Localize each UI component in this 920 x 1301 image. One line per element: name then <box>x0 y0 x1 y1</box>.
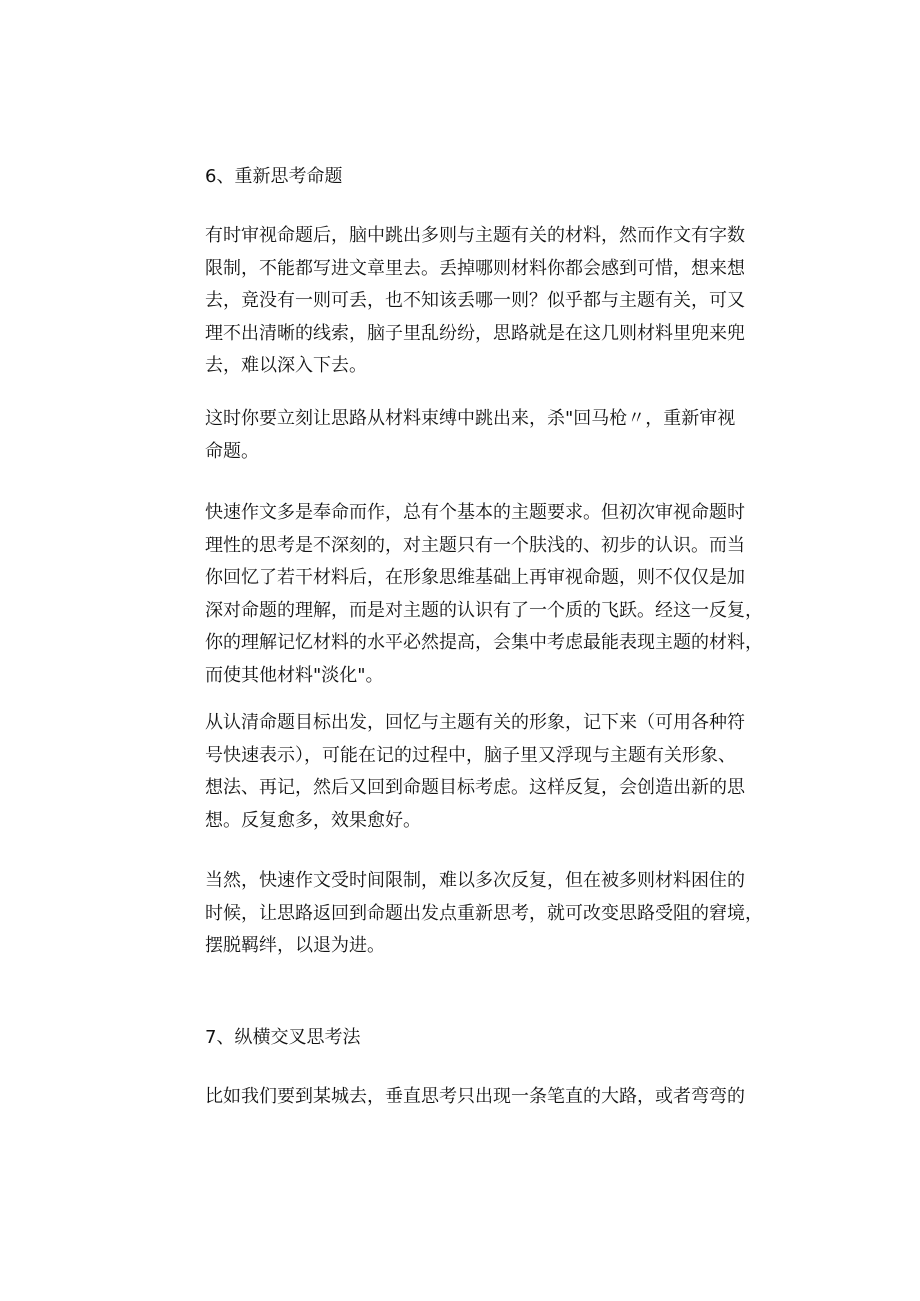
text-line: 快速作文多是奉命而作，总有个基本的主题要求。但初次审视命题时 <box>205 502 745 523</box>
text-line: 你的理解记忆材料的水平必然提高，会集中考虑最能表现主题的材料， <box>205 632 763 653</box>
text-line: 从认清命题目标出发，回忆与主题有关的形象，记下来（可用各种符 <box>205 712 745 733</box>
text-line: 你回忆了若干材料后，在形象思维基础上再审视命题，则不仅仅是加 <box>205 567 745 588</box>
text-line: 理不出清晰的线索，脑子里乱纷纷，思路就是在这几则材料里兜来兜 <box>205 322 745 344</box>
text-line: 想法、再记，然后又回到命题目标考虑。这样反复，会创造出新的思 <box>205 777 745 798</box>
paragraph-4 <box>205 707 765 837</box>
text-line: 深对命题的理解，而是对主题的认识有了一个质的飞跃。经这一反复， <box>205 599 763 621</box>
text-line: 命题。 <box>205 440 259 462</box>
text-line: 理性的思考是不深刻的，对主题只有一个肤浅的、初步的认识。而当 <box>205 534 745 556</box>
text-line: 想。反复愈多，效果愈好。 <box>205 809 421 831</box>
paragraph-1 <box>205 220 765 383</box>
text-line: 比如我们要到某城去，垂直思考只出现一条笔直的大路，或者弯弯的 <box>205 1086 745 1107</box>
paragraph-3 <box>205 497 765 692</box>
text-line: 去，难以深入下去。 <box>205 355 367 376</box>
section-heading-6: 6、重新思考命题 <box>205 166 343 187</box>
text-line: 去，竟没有一则可丢，也不知该丢哪一则？似乎都与主题有关，可又 <box>205 290 745 311</box>
text-line: 而使其他材料"淡化"。 <box>205 664 384 686</box>
paragraph-6 <box>205 1081 765 1114</box>
section-heading-7: 7、纵横交叉思考法 <box>205 1027 361 1048</box>
text-line: 当然，快速作文受时间限制，难以多次反复，但在被多则材料困住的 <box>205 870 745 891</box>
text-line: 号快速表示），可能在记的过程中，脑子里又浮现与主题有关形象、 <box>205 744 736 766</box>
paragraph-2 <box>205 403 765 468</box>
paragraph-5 <box>205 865 765 963</box>
text-line: 这时你要立刻让思路从材料束缚中跳出来，杀"回马枪〃，重新审视 <box>205 408 736 429</box>
text-line: 时候，让思路返回到命题出发点重新思考，就可改变思路受阻的窘境， <box>205 902 763 924</box>
text-line: 有时审视命题后，脑中跳出多则与主题有关的材料，然而作文有字数 <box>205 225 745 246</box>
text-line: 摆脱羁绊，以退为进。 <box>205 935 385 956</box>
text-line: 限制，不能都写进文章里去。丢掉哪则材料你都会感到可惜，想来想 <box>205 257 745 279</box>
